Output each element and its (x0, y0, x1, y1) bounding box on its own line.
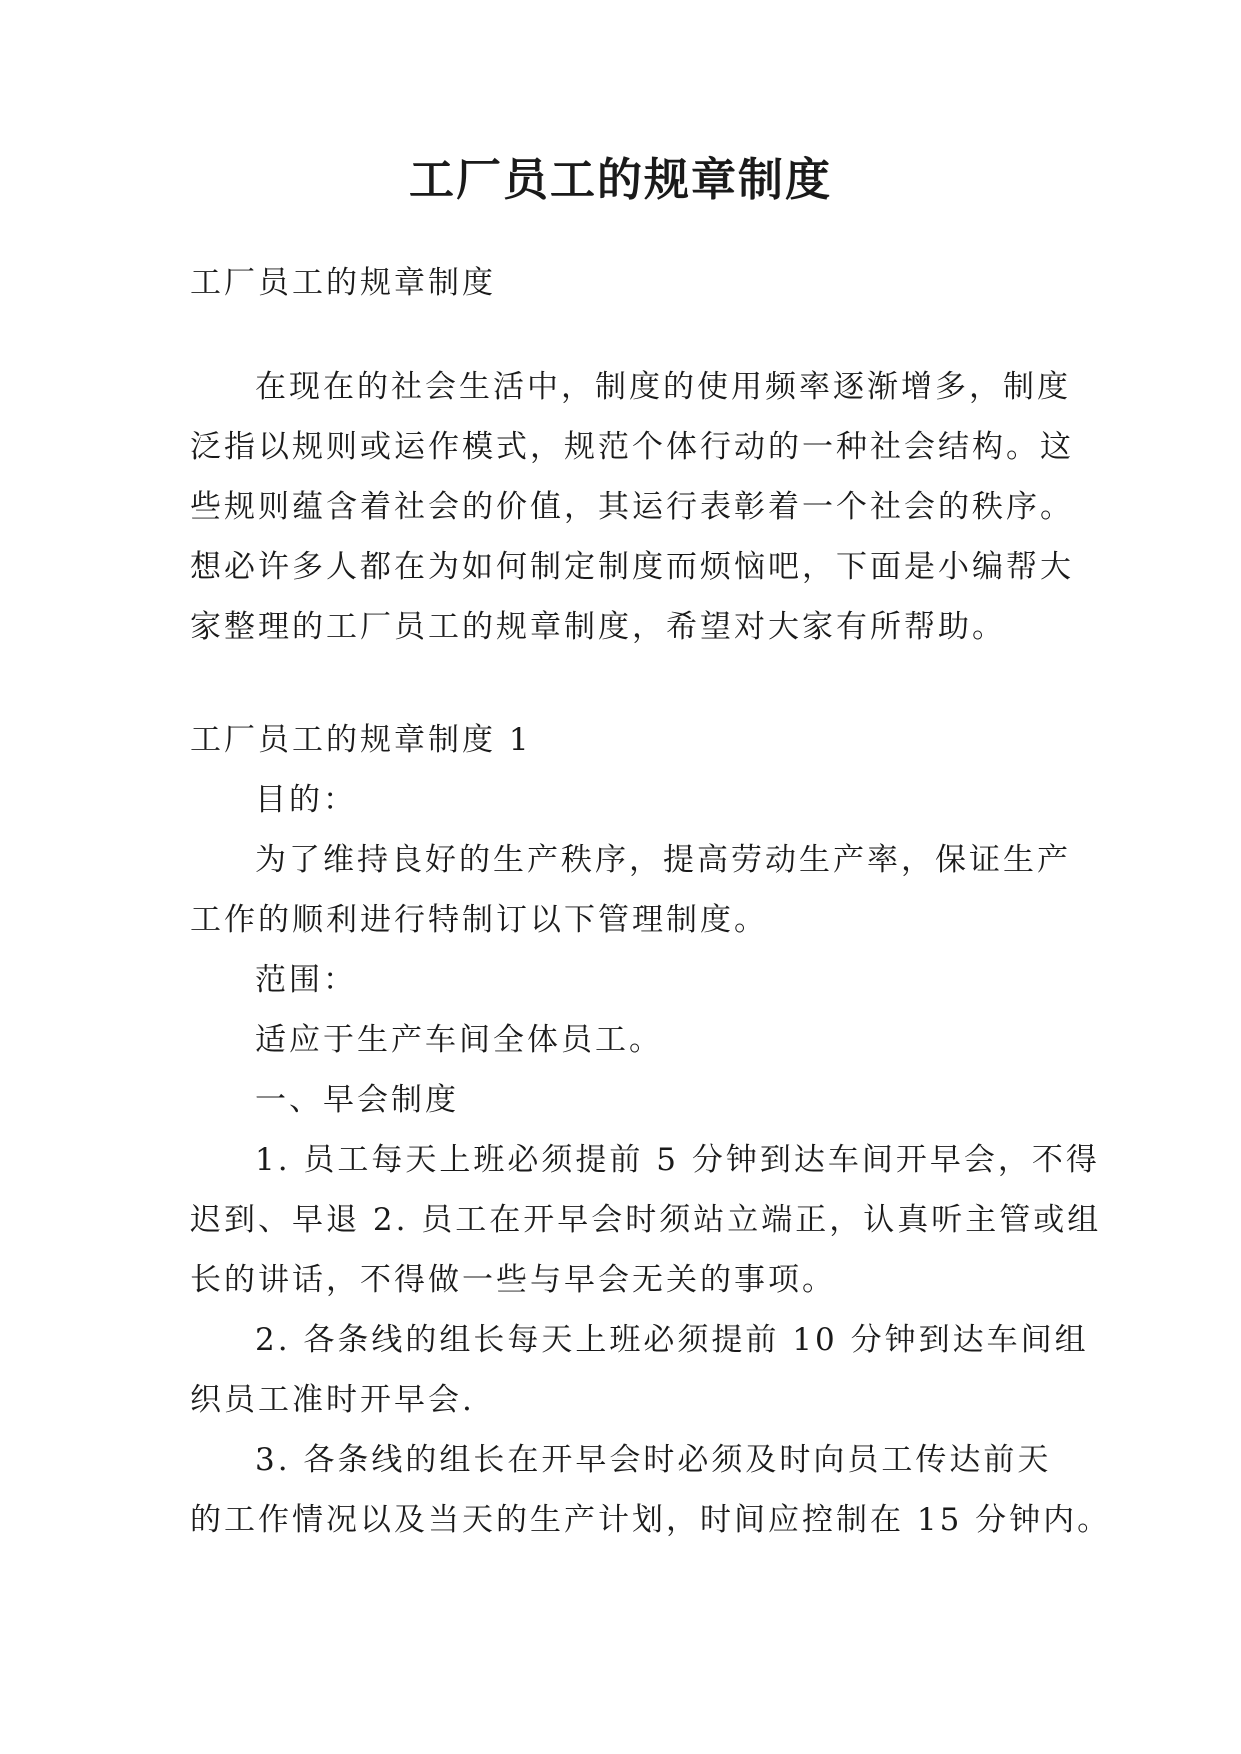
purpose-section (190, 770, 1112, 1550)
intro-line: 在现在的社会生活中，制度的使用频率逐渐增多，制度 (255, 369, 1071, 405)
intro-line: 泛指以规则或运作模式，规范个体行动的一种社会结构。这 (190, 429, 1074, 465)
purpose-line: 工作的顺利进行特制订以下管理制度。 (190, 902, 768, 938)
intro-paragraph (190, 357, 1074, 657)
purpose-line: 为了维持良好的生产秩序，提高劳动生产率，保证生产 (255, 842, 1071, 878)
intro-line: 想必许多人都在为如何制定制度而烦恼吧，下面是小编帮大 (190, 549, 1074, 585)
document-title: 工厂员工的规章制度 (408, 153, 832, 206)
scope-text: 适应于生产车间全体员工。 (255, 1022, 663, 1058)
intro-line: 些规则蕴含着社会的价值，其运行表彰着一个社会的秩序。 (190, 489, 1074, 525)
morning-heading: 一、早会制度 (255, 1082, 459, 1118)
rule1-line: 迟到、早退 2. 员工在开早会时须站立端正，认真听主管或组 (190, 1202, 1102, 1238)
rule2-line: 2. 各条线的组长每天上班必须提前 10 分钟到达车间组 (255, 1322, 1089, 1358)
section-heading-line: 工厂员工的规章制度 1 (190, 722, 532, 758)
intro-line: 家整理的工厂员工的规章制度，希望对大家有所帮助。 (190, 609, 1006, 645)
scope-label: 范围： (255, 962, 357, 998)
rule1-line: 1. 员工每天上班必须提前 5 分钟到达车间开早会，不得 (255, 1142, 1100, 1178)
document-subtitle (190, 253, 1052, 313)
rule3-line: 3. 各条线的组长在开早会时必须及时向员工传达前天 (255, 1442, 1052, 1478)
section1-heading (190, 710, 1052, 770)
purpose-label: 目的： (255, 782, 357, 818)
rule3-line: 的工作情况以及当天的生产计划，时间应控制在 15 分钟内。 (190, 1502, 1112, 1538)
rule2-line: 织员工准时开早会. (190, 1382, 475, 1418)
subtitle-line: 工厂员工的规章制度 (190, 265, 496, 301)
rule1-line: 长的讲话，不得做一些与早会无关的事项。 (190, 1262, 836, 1298)
